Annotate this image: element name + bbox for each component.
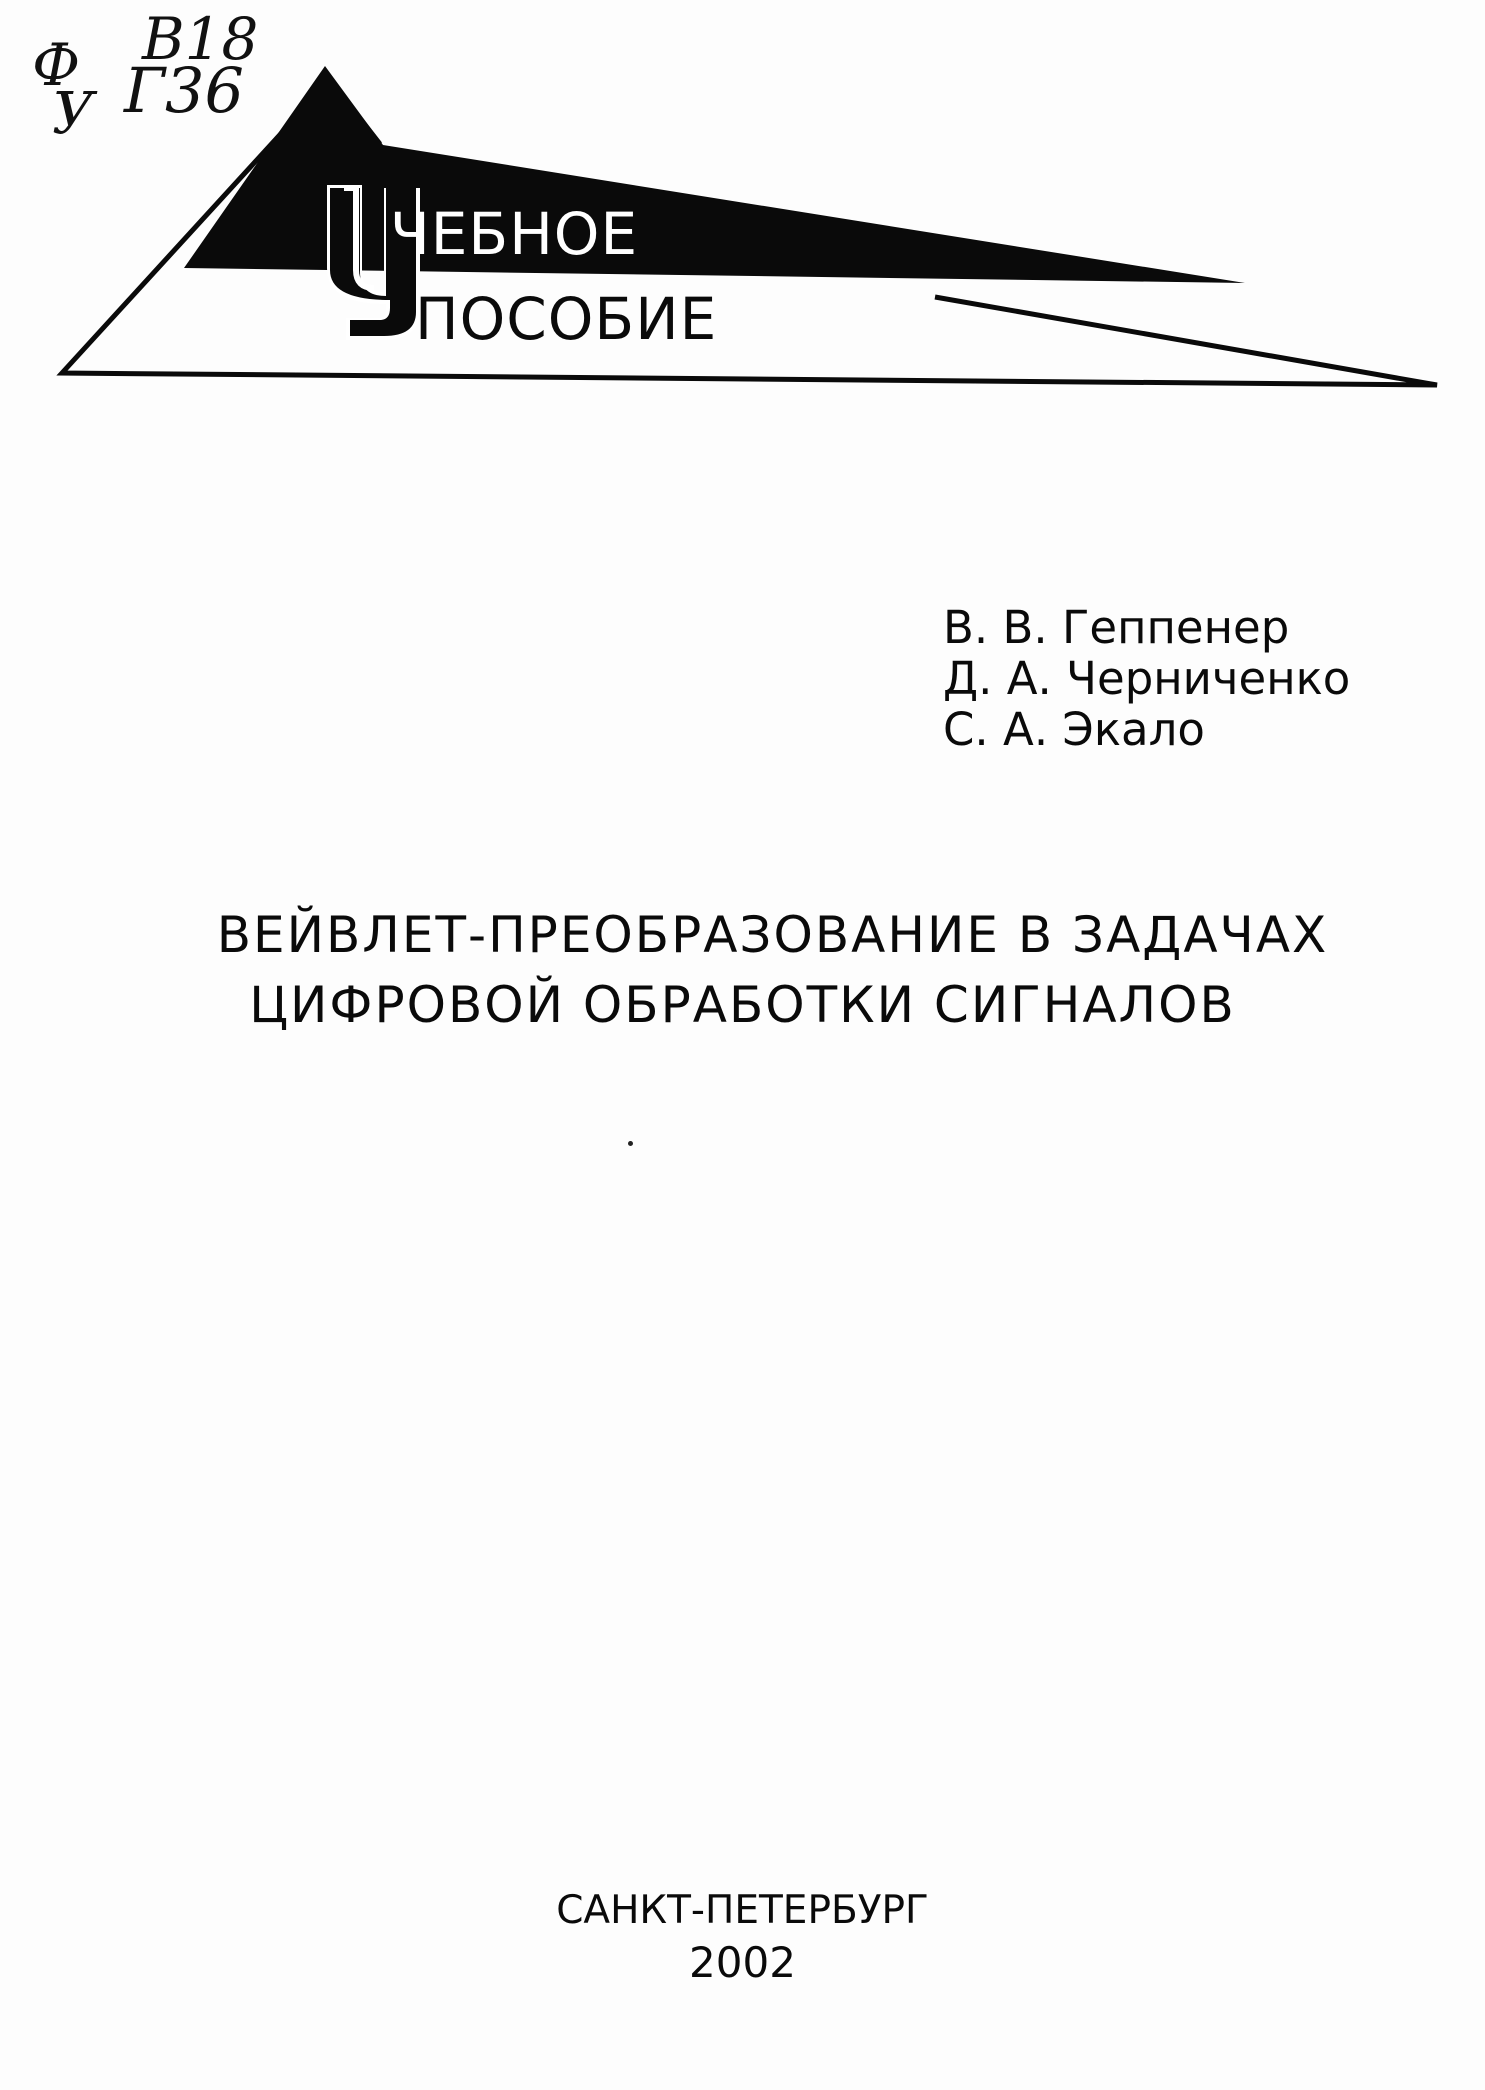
emblem-text-line2: ПОСОБИЕ [415,285,718,353]
imprint-city: САНКТ-ПЕТЕРБУРГ [556,1888,929,1933]
scan-speck [628,1141,633,1146]
book-title [0,900,1485,1040]
handwritten-annotation-phi: Ф [32,31,81,99]
author-name: С. А. Экало [943,703,1205,756]
textbook-emblem-logo [0,0,1485,400]
book-title-line2: ЦИФРОВОЙ ОБРАБОТКИ СИГНАЛОВ [249,976,1236,1034]
imprint [0,1885,1485,1989]
author-name: В. В. Геппенер [943,601,1290,654]
author-name: Д. А. Черниченко [943,652,1351,705]
handwritten-annotation-g36: Г36 [124,54,244,127]
book-title-line1: ВЕЙВЛЕТ-ПРЕОБРАЗОВАНИЕ В ЗАДАЧАХ [216,906,1329,964]
emblem-text-line1: ЧЕБНОЕ [390,200,639,268]
imprint-year: 2002 [689,1938,796,1987]
handwritten-annotation-b18: В18 [142,5,259,73]
handwritten-annotation-u: У [52,79,94,147]
authors-list [943,602,1350,755]
